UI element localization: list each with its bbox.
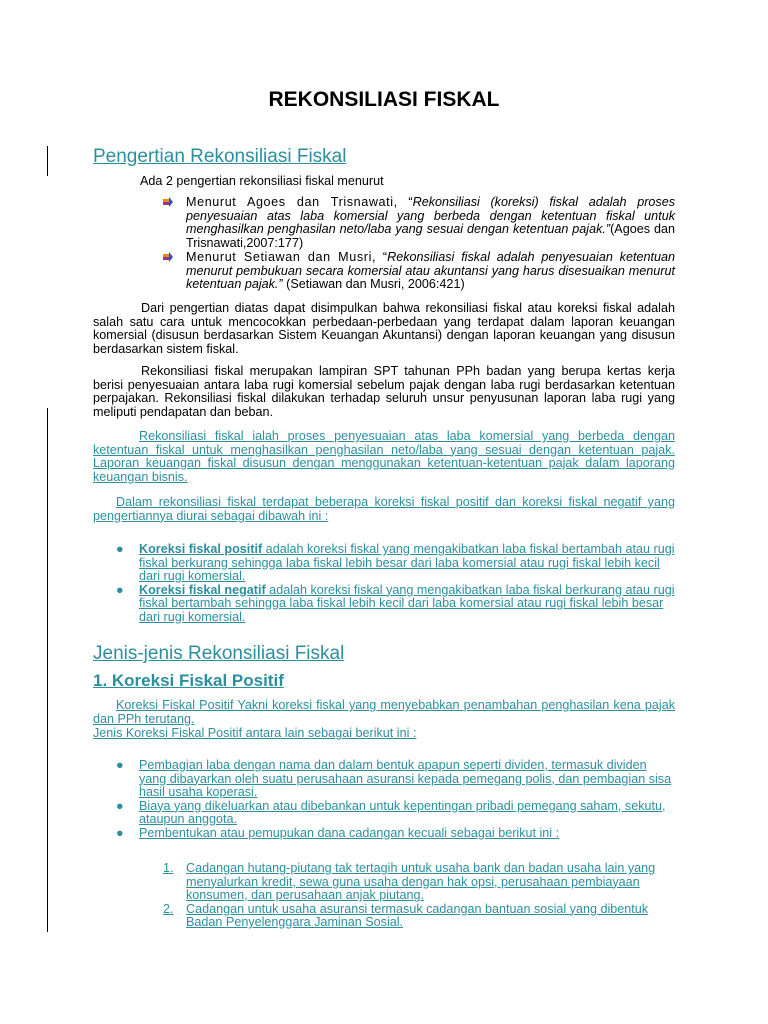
margin-rule-bottom (47, 408, 48, 932)
bullet-icon: ● (116, 798, 124, 813)
quote-item-1 (163, 196, 675, 250)
list-item (116, 759, 675, 800)
bullet-icon: ● (116, 825, 124, 840)
paragraph-koreksi-positif-link[interactable]: Koreksi Fiskal Positif Yakni koreksi fiskal yang menyebabkan penambahan penghasilan kena pajak dan PPh terutang. (93, 698, 675, 726)
cadangan-numbered-list (163, 862, 675, 930)
paragraph-koreksi-intro-link[interactable]: Dalam rekonsiliasi fiskal terdapat beberapa koreksi fiskal positif dan koreksi fiskal negatif yang pengertiannya diurai sebagai dibawah ini : (93, 495, 675, 523)
bullet-icon: ● (116, 758, 124, 772)
bullet-text-link[interactable]: Koreksi fiskal positif adalah koreksi fiskal yang mengakibatkan laba fiskal bertambah atau rugi fiskal berkurang sehingga laba fiskal lebih besar dari laba komersial atau rugi fiskal lebih kecil dari rugi komersial. (139, 542, 675, 583)
paragraph-kesimpulan: Dari pengertian diatas dapat disimpulkan bahwa rekonsiliasi fiskal atau koreksi fiskal adalah salah satu cara untuk mencocokkan perbedaan-perbedaan yang terdapat dalam laporan keuangan komersial (disusun berdasarkan Sistem Keuangan Akuntansi) dengan laporan keuangan yang disusun berdasarkan sistem fiskal. (93, 301, 675, 356)
bullet-text-link[interactable]: Pembentukan atau pemupukan dana cadangan kecuali sebagai berikut ini : (139, 825, 560, 840)
bullet-text-link[interactable]: Biaya yang dikeluarkan atau dibebankan untuk kepentingan pribadi pemegang saham, sekutu, ataupun anggota. (139, 798, 666, 826)
paragraph-definisi-link[interactable]: Rekonsiliasi fiskal ialah proses penyesuaian atas laba komersial yang berbeda dengan ketentuan fiskal untuk menghasilkan penghasilan neto/laba yang sesuai dengan ketentuan pajak. Laporan keuangan fiskal disusun dengan menggunakan ketentuan-ketentuan pajak dalam laporang keuangan bisnis. (93, 429, 675, 484)
bullet-text-link[interactable]: Koreksi fiskal negatif adalah koreksi fiskal yang mengakibatkan laba fiskal berkurang atau rugi fiskal bertambah sehingga laba fiskal lebih kecil dari laba komersial atau rugi fiskal lebih besar dari rugi komersial. (139, 582, 675, 624)
koreksi-definition-list (116, 543, 675, 624)
list-item (116, 800, 675, 827)
intro-line: Ada 2 pengertian rekonsiliasi fiskal menurut (140, 174, 384, 188)
numbered-text-link[interactable]: Cadangan hutang-piutang tak tertagih untuk usaha bank dan badan usaha lain yang menyalurkan kredit, sewa guna usaha dengan hak opsi, perusahaan pembiayaan konsumen, dan perusahaan anjak piutang. (186, 861, 656, 902)
bullet-arrow-icon (163, 197, 173, 207)
section-heading-pengertian: Pengertian Rekonsiliasi Fiskal (93, 146, 347, 167)
paragraph-lampiran-spt: Rekonsiliasi fiskal merupakan lampiran SPT tahunan PPh badan yang berupa kertas kerja berisi penyesuaian antara laba rugi komersial sebelum pajak dengan laba rugi berdasarkan ketentuan perpajakan. Rekonsiliasi fiskal dilakukan terhadap seluruh unsur penyusunan laporan laba rugi yang meliputi pendapatan dan beban. (93, 364, 675, 419)
section-heading-jenis: Jenis-jenis Rekonsiliasi Fiskal (93, 643, 345, 664)
quote-text: Menurut Agoes dan Trisnawati, “Rekonsiliasi (koreksi) fiskal adalah proses penyesuaian atas laba komersial yang berbeda dengan ketentuan fiskal untuk menghasilkan penghasilan neto/laba yang sesuai dengan ketentuan pajak.”(Agoes dan Trisnawati,2007:177) (186, 195, 675, 250)
quote-item-2 (163, 251, 675, 292)
quote-text: Menurut Setiawan dan Musri, “Rekonsiliasi fiskal adalah penyesuaian ketentuan menurut pembukuan secara komersial atau akuntansi yang harus disesuaikan menurut ketentuan pajak.” (Setiawan dan Musri, 2006:421) (186, 250, 676, 291)
list-item (116, 584, 675, 625)
list-item (116, 827, 675, 841)
paragraph-jenis-link[interactable]: Jenis Koreksi Fiskal Positif antara lain sebagai berikut ini : (93, 726, 417, 740)
bullet-text-link[interactable]: Pembagian laba dengan nama dan dalam bentuk apapun seperti dividen, termasuk dividen yang dibayarkan oleh suatu perusahaan asuransi kepada pemegang polis, dan pembagian sisa hasil usaha koperasi. (139, 758, 672, 799)
koreksi-positif-list (116, 759, 675, 840)
document-title: REKONSILIASI FISKAL (268, 88, 500, 111)
list-number: 2. (163, 901, 174, 916)
list-item (116, 543, 675, 584)
bullet-arrow-icon (163, 252, 173, 262)
list-number: 1. (163, 861, 174, 875)
numbered-text-link[interactable]: Cadangan untuk usaha asuransi termasuk cadangan bantuan sosial yang dibentuk Badan Penyelenggara Jaminan Sosial. (186, 901, 649, 929)
bullet-icon: ● (116, 542, 124, 556)
list-item (163, 903, 675, 930)
subheading-koreksi-positif: 1. Koreksi Fiskal Positif (93, 671, 284, 690)
bullet-icon: ● (116, 582, 124, 597)
margin-rule-top (47, 146, 48, 176)
list-item (163, 862, 675, 903)
